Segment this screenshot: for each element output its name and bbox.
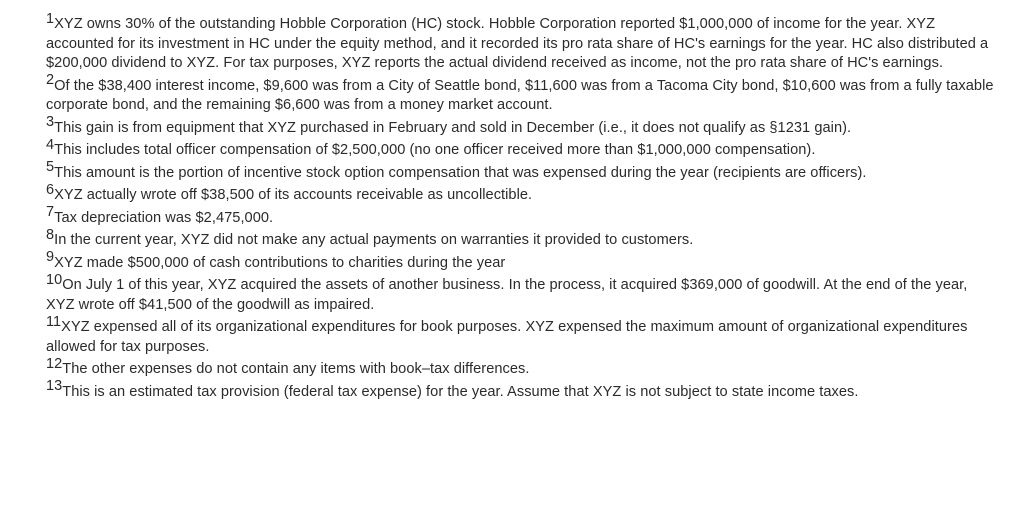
footnote-text: XYZ made $500,000 of cash contributions to charities during the year [54,254,506,271]
footnote-text: On July 1 of this year, XYZ acquired the assets of another business. In the process, it acquired $369,000 of goodwill. At the end of the year, XYZ wrote off $41,500 of the goodwill as impaired. [46,277,968,313]
footnote-4 [46,136,996,161]
footnote-list [46,10,996,405]
footnote-2 [46,72,996,116]
footnote-number: 7 [46,204,55,221]
footnote-13 [46,378,996,403]
footnote-10 [46,271,996,315]
footnote-number: 6 [46,181,55,198]
footnote-11 [46,313,996,357]
footnote-6 [46,181,996,206]
footnote-text: This amount is the portion of incentive stock option compensation that was expensed during the year (recipients are officers). [54,164,867,181]
footnote-text: In the current year, XYZ did not make any actual payments on warranties it provided to customers. [54,232,694,248]
footnote-number: 4 [46,136,55,153]
footnote-number: 9 [46,249,55,266]
footnote-7 [46,204,996,229]
footnote-text: This gain is from equipment that XYZ purchased in February and sold in December (i.e., it does not qualify as §1231 gain). [54,119,852,136]
footnote-text: XYZ owns 30% of the outstanding Hobble Corporation (HC) stock. Hobble Corporation reported $1,000,000 of income for the year. XYZ accounted for its investment in HC under the equity method, and it recorded its pro rata share of HC's earnings for the year. HC also distributed a $200,000 dividend to XYZ. For tax purposes, XYZ reports the actual dividend received as income, not the pro rata share of HC's earnings. [46,16,989,71]
footnote-3 [46,114,996,139]
footnote-text: Tax depreciation was $2,475,000. [54,209,274,226]
footnote-number: 5 [46,159,55,176]
footnote-number: 13 [46,378,63,395]
footnote-number: 11 [46,313,62,330]
footnote-number: 12 [46,355,63,372]
footnote-text: XYZ actually wrote off $38,500 of its accounts receivable as uncollectible. [54,187,533,203]
footnote-number: 3 [46,114,55,131]
footnote-number: 8 [46,226,55,243]
footnote-1 [46,10,996,74]
footnote-text: This is an estimated tax provision (federal tax expense) for the year. Assume that XYZ is not subject to state income taxes. [62,383,859,400]
footnote-number: 2 [46,72,55,89]
footnote-number: 1 [46,10,55,27]
footnote-12 [46,355,996,380]
footnote-text: XYZ expensed all of its organizational expenditures for book purposes. XYZ expensed the maximum amount of organizational expenditures allowed for tax purposes. [46,319,968,355]
footnote-text: The other expenses do not contain any items with book–tax differences. [62,361,530,377]
footnote-text: This includes total officer compensation of $2,500,000 (no one officer received more than $1,000,000 compensation). [54,142,816,158]
footnote-5 [46,159,996,184]
footnote-9 [46,249,996,274]
footnote-text: Of the $38,400 interest income, $9,600 was from a City of Seattle bond, $11,600 was from a Tacoma City bond, $10,600 was from a fully taxable corporate bond, and the remaining $6,600 was from a money market account. [46,77,994,113]
footnote-number: 10 [46,271,63,288]
footnote-8 [46,226,996,251]
